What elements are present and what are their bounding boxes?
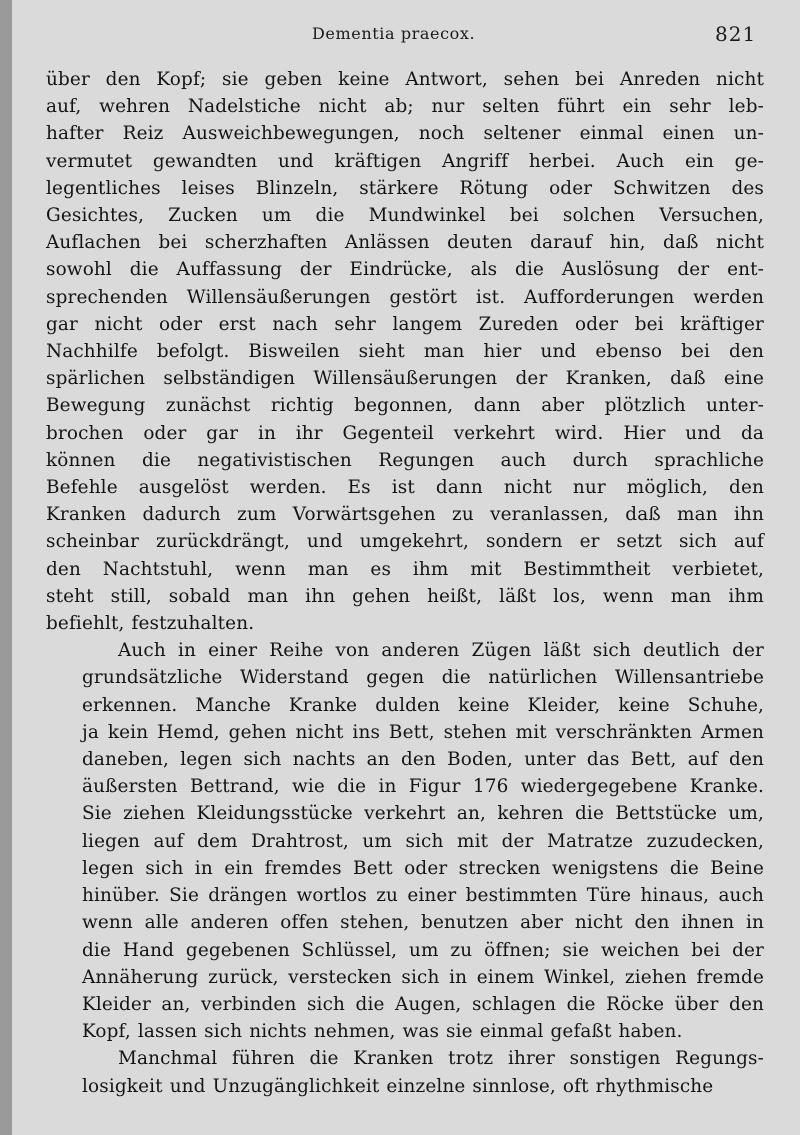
- text-line: legen sich in ein fremdes Bett oder strecken wenigstens die Beine: [82, 857, 764, 879]
- text-line: befiehlt, festzuhalten.: [46, 613, 255, 635]
- page-header: [12, 24, 800, 54]
- text-line: Gesichtes, Zucken um die Mundwinkel bei solchen Versuchen,: [46, 205, 764, 227]
- text-line: daneben, legen sich nachts an den Boden, unter das Bett, auf den: [82, 749, 764, 771]
- text-line: den Nachtstuhl, wenn man es ihm mit Bestimmtheit verbietet,: [46, 558, 764, 580]
- text-line: Annäherung zurück, verstecken sich in einem Winkel, ziehen fremde: [82, 966, 764, 988]
- text-line: Auch in einer Reihe von anderen Zügen läßt sich deutlich der: [118, 640, 764, 662]
- text-line: Nachhilfe befolgt. Bisweilen sieht man hier und ebenso bei den: [46, 341, 764, 363]
- text-line: vermutet gewandten und kräftigen Angriff herbei. Auch ein ge-: [46, 150, 764, 172]
- page-left-edge: [0, 0, 12, 1135]
- text-line: scheinbar zurückdrängt, und umgekehrt, sondern er setzt sich auf: [46, 531, 764, 553]
- text-line: wenn alle anderen offen stehen, benutzen aber nicht den ihnen in: [82, 912, 764, 934]
- text-line: spärlichen selbständigen Willensäußerungen der Kranken, daß eine: [46, 368, 764, 390]
- text-line: gar nicht oder erst nach sehr langem Zureden oder bei kräftiger: [46, 313, 764, 335]
- text-line: losigkeit und Unzugänglichkeit einzelne sinnlose, oft rhythmische: [82, 1075, 714, 1097]
- paragraph: [46, 66, 764, 637]
- text-line: über den Kopf; sie geben keine Antwort, sehen bei Anreden nicht: [46, 69, 764, 90]
- text-line: hafter Reiz Ausweichbewegungen, noch seltener einmal einen un-: [46, 123, 764, 145]
- page-number: 821: [715, 22, 757, 46]
- text-line: Sie ziehen Kleidungsstücke verkehrt an, kehren die Bettstücke um,: [82, 803, 764, 825]
- text-line: äußersten Bettrand, wie die in Figur 176 wiedergegebene Kranke.: [82, 776, 764, 798]
- text-line: Kranken dadurch zum Vorwärtsgehen zu veranlassen, daß man ihn: [46, 504, 764, 526]
- text-line: hinüber. Sie drängen wortlos zu einer bestimmten Türe hinaus, auch: [82, 885, 764, 907]
- text-line: legentliches leises Blinzeln, stärkere Rötung oder Schwitzen des: [46, 177, 764, 199]
- text-line: brochen oder gar in ihr Gegenteil verkehrt wird. Hier und da: [46, 422, 764, 444]
- text-line: liegen auf dem Drahtrost, um sich mit der Matratze zuzudecken,: [82, 830, 764, 852]
- book-page: [12, 0, 800, 1135]
- text-line: Kleider an, verbinden sich die Augen, schlagen die Röcke über den: [82, 993, 764, 1015]
- text-line: Bewegung zunächst richtig begonnen, dann aber plötzlich unter-: [46, 395, 764, 417]
- text-line: Auflachen bei scherzhaften Anlässen deuten darauf hin, daß nicht: [46, 232, 764, 254]
- text-line: Kopf, lassen sich nichts nehmen, was sie einmal gefaßt haben.: [82, 1021, 683, 1043]
- paragraph: [46, 1045, 764, 1099]
- text-line: sprechenden Willensäußerungen gestört ist. Aufforderungen werden: [46, 286, 764, 308]
- text-line: grundsätzliche Widerstand gegen die natürlichen Willensantriebe: [82, 667, 764, 689]
- text-line: sowohl die Auffassung der Eindrücke, als die Auslösung der ent-: [46, 259, 764, 281]
- text-line: auf, wehren Nadelstiche nicht ab; nur selten führt ein sehr leb-: [46, 96, 764, 118]
- paragraph: [46, 637, 764, 1045]
- text-line: können die negativistischen Regungen auch durch sprachliche: [46, 449, 764, 471]
- text-line: die Hand gegebenen Schlüssel, um zu öffnen; sie weichen bei der: [82, 939, 764, 961]
- text-line: Befehle ausgelöst werden. Es ist dann nicht nur möglich, den: [46, 477, 764, 499]
- text-line: erkennen. Manche Kranke dulden keine Kleider, keine Schuhe,: [82, 694, 764, 716]
- text-line: ja kein Hemd, gehen nicht ins Bett, stehen mit verschränkten Armen: [82, 721, 764, 743]
- body-text: [46, 66, 764, 1100]
- text-line: steht still, sobald man ihn gehen heißt, läßt los, wenn man ihm: [46, 585, 764, 607]
- running-title: Dementia praecox.: [312, 24, 476, 43]
- text-line: Manchmal führen die Kranken trotz ihrer sonstigen Regungs-: [118, 1048, 764, 1070]
